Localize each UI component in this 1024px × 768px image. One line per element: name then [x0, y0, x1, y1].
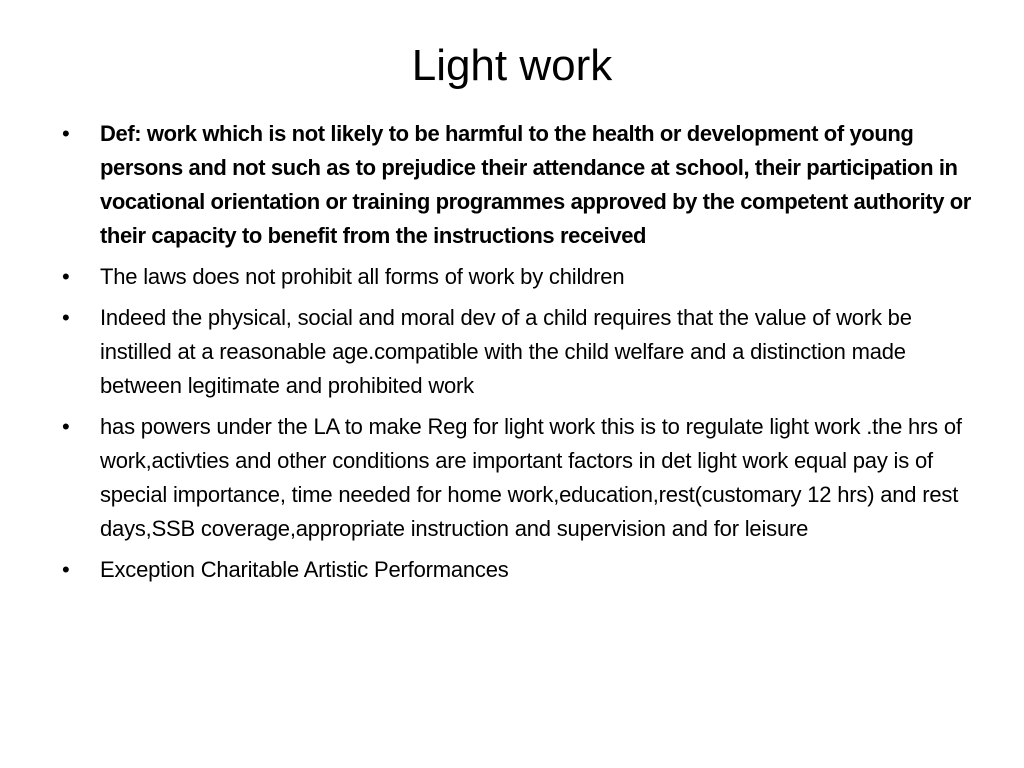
- bullet-text: The laws does not prohibit all forms of work by children: [100, 264, 625, 289]
- bullet-text: has powers under the LA to make Reg for light work this is to regulate light work .the hrs of work,activties and other conditions are important factors in det light work equal pay is of special importance, time needed for home work,education,rest(customary 12 hrs) and rest days,SSB coverage,appropriate instruction and supervision and for leisure: [100, 414, 962, 541]
- bullet-text: Exception Charitable Artistic Performances: [100, 557, 509, 582]
- bullet-text: Indeed the physical, social and moral dev of a child requires that the value of work be instilled at a reasonable age.compatible with the child welfare and a distinction made between legitimate and prohibited work: [100, 305, 912, 398]
- slide-title: Light work: [411, 41, 613, 90]
- bullet-item-exception: [62, 553, 972, 587]
- bullet-item-laws: [62, 260, 972, 294]
- bullet-item-development: [62, 301, 972, 403]
- bullet-dot-icon: •: [62, 121, 70, 146]
- bullet-dot-icon: •: [62, 305, 70, 330]
- bullet-list: [62, 117, 972, 594]
- bullet-dot-icon: •: [62, 264, 70, 289]
- bullet-dot-icon: •: [62, 557, 70, 582]
- bullet-dot-icon: •: [62, 414, 70, 439]
- bullet-item-definition: [62, 117, 972, 253]
- bullet-text: Def: work which is not likely to be harmful to the health or development of young persons and not such as to prejudice their attendance at school, their participation in vocational orientation or training programmes approved by the competent authority or their capacity to benefit from the instructions received: [100, 121, 971, 248]
- bullet-item-powers: [62, 410, 972, 546]
